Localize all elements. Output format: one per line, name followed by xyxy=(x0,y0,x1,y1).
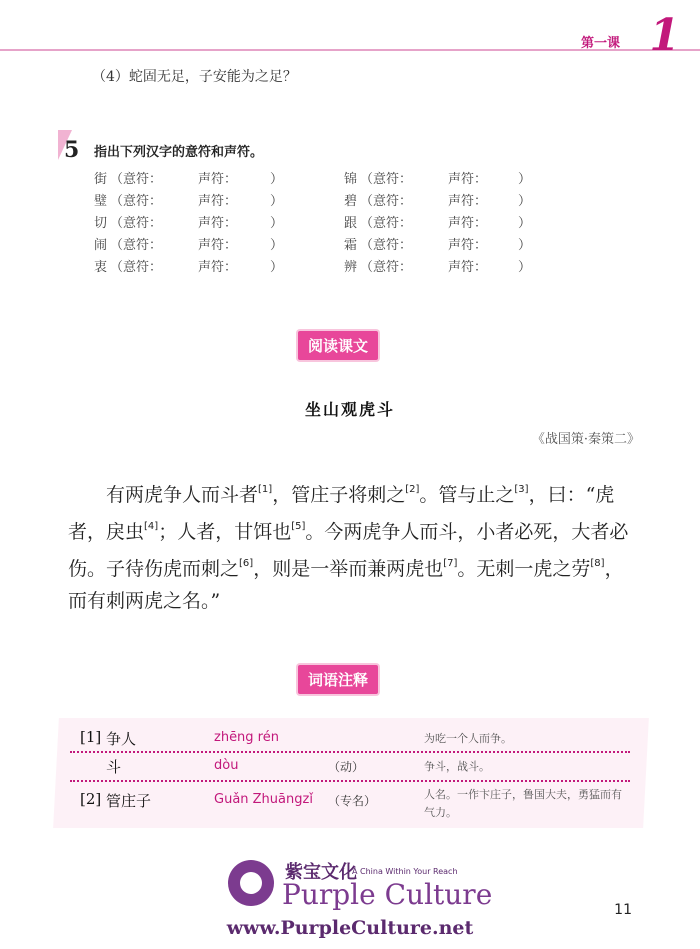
close-paren: ） xyxy=(518,172,532,187)
page-number: 11 xyxy=(614,902,632,918)
char-right: 碧 xyxy=(344,194,358,209)
text-seg: 。今两虎争人而斗，小者必死，大者必伤。子待伤虎而刺之 xyxy=(68,521,629,580)
exercise-grid xyxy=(0,168,700,278)
logo-swirl xyxy=(240,872,262,894)
vocab-term: 争人 xyxy=(106,730,137,748)
text-seg: 。管与止之 xyxy=(419,484,515,506)
shengfu-label: 声符： xyxy=(448,172,488,187)
shengfu-label: 声符： xyxy=(448,216,488,231)
vocab-def: 为吃一个人而争。 xyxy=(424,732,512,745)
vocab-pos: （动） xyxy=(328,760,365,774)
shengfu-label: 声符： xyxy=(448,238,488,253)
close-paren: ） xyxy=(270,238,284,253)
yifu-label: （意符： xyxy=(110,194,163,209)
shengfu-label: 声符： xyxy=(448,260,488,275)
grid-row xyxy=(0,212,700,234)
yifu-label: （意符： xyxy=(360,216,413,231)
close-paren: ） xyxy=(270,194,284,209)
footnote-ref: [8] xyxy=(590,558,605,569)
vocab-num: [2] xyxy=(80,790,102,808)
vocab-entry xyxy=(70,728,630,750)
footnote-ref: [3] xyxy=(514,484,529,495)
lesson-number: 1 xyxy=(649,10,680,61)
yifu-label: （意符： xyxy=(110,216,163,231)
reading-paragraph xyxy=(68,474,638,617)
char-right: 锦 xyxy=(344,172,358,187)
footnote-ref: [7] xyxy=(443,558,458,569)
shengfu-label: 声符： xyxy=(198,194,238,209)
char-right: 霜 xyxy=(344,238,358,253)
logo-cn: 紫宝文化 xyxy=(285,862,357,883)
footnote-ref: [6] xyxy=(239,558,254,569)
shengfu-label: 声符： xyxy=(448,194,488,209)
text-seg: ，则是一举而兼两虎也 xyxy=(253,558,444,580)
close-paren: ） xyxy=(270,260,284,275)
text-seg: ，管庄子将刺之 xyxy=(272,484,406,506)
yifu-label: （意符： xyxy=(360,238,413,253)
reading-source: 《战国策·秦策二》 xyxy=(531,432,640,447)
grid-row xyxy=(0,190,700,212)
vocab-num: [1] xyxy=(80,728,102,746)
dotted-divider xyxy=(70,780,630,782)
grid-row xyxy=(0,168,700,190)
footnote-ref: [1] xyxy=(258,484,273,495)
lesson-label: 第一课 xyxy=(580,36,620,51)
vocab-pinyin: zhēng rén xyxy=(214,730,279,745)
text-seg: ，而有刺两虎之名。” xyxy=(68,558,624,612)
char-right: 跟 xyxy=(344,216,358,231)
grid-row xyxy=(0,256,700,278)
question-4: （4）蛇固无足，子安能为之足？ xyxy=(92,69,297,85)
close-paren: ） xyxy=(518,216,532,231)
close-paren: ） xyxy=(270,172,284,187)
close-paren: ） xyxy=(518,238,532,253)
text-seg: 。无刺一虎之劳 xyxy=(457,558,591,580)
shengfu-label: 声符： xyxy=(198,260,238,275)
text-seg: ，曰：“虎者，戾虫 xyxy=(68,484,615,543)
footnote-ref: [2] xyxy=(405,484,420,495)
exercise-instruction: 指出下列汉字的意符和声符。 xyxy=(94,145,264,160)
close-paren: ） xyxy=(518,194,532,209)
char-left: 闹 xyxy=(94,238,108,253)
vocab-def: 人名。一作卞庄子，鲁国大夫，勇猛而有气力。 xyxy=(424,788,622,819)
vocab-entry xyxy=(70,786,630,826)
footnote-ref: [4] xyxy=(144,521,159,532)
shengfu-label: 声符： xyxy=(198,238,238,253)
yifu-label: （意符： xyxy=(110,238,163,253)
vocab-def: 争斗，战斗。 xyxy=(424,760,490,773)
char-left: 街 xyxy=(94,172,108,187)
text-seg: ；人者，甘饵也 xyxy=(158,521,292,543)
vocab-pinyin: Guǎn Zhuāngzǐ xyxy=(214,792,313,807)
char-left: 切 xyxy=(94,216,108,231)
yifu-label: （意符： xyxy=(360,260,413,275)
exercise-number: 5 xyxy=(64,137,80,163)
reading-banner: 阅读课文 xyxy=(298,331,378,360)
vocab-term: 斗 xyxy=(106,758,122,776)
shengfu-label: 声符： xyxy=(198,172,238,187)
yifu-label: （意符： xyxy=(110,260,163,275)
char-left: 璧 xyxy=(94,194,108,209)
vocab-pos: （专名） xyxy=(328,794,377,808)
vocab-entry xyxy=(70,756,630,778)
shengfu-label: 声符： xyxy=(198,216,238,231)
dotted-divider xyxy=(70,751,630,753)
yifu-label: （意符： xyxy=(110,172,163,187)
close-paren: ） xyxy=(270,216,284,231)
logo-en: Purple Culture xyxy=(282,878,493,911)
vocab-pinyin: dòu xyxy=(214,758,239,773)
yifu-label: （意符： xyxy=(360,172,413,187)
grid-row xyxy=(0,234,700,256)
yifu-label: （意符： xyxy=(360,194,413,209)
char-left: 衷 xyxy=(94,260,108,275)
vocab-banner: 词语注释 xyxy=(298,665,378,694)
text-seg: 有两虎争人而斗者 xyxy=(106,484,259,506)
char-right: 辨 xyxy=(344,260,358,275)
website-url[interactable]: www.PurpleCulture.net xyxy=(226,917,474,939)
footnote-ref: [5] xyxy=(291,521,306,532)
close-paren: ） xyxy=(518,260,532,275)
reading-title: 坐山观虎斗 xyxy=(304,400,395,419)
vocab-term: 管庄子 xyxy=(106,792,152,810)
logo-tagline: A China Within Your Reach xyxy=(352,867,458,876)
